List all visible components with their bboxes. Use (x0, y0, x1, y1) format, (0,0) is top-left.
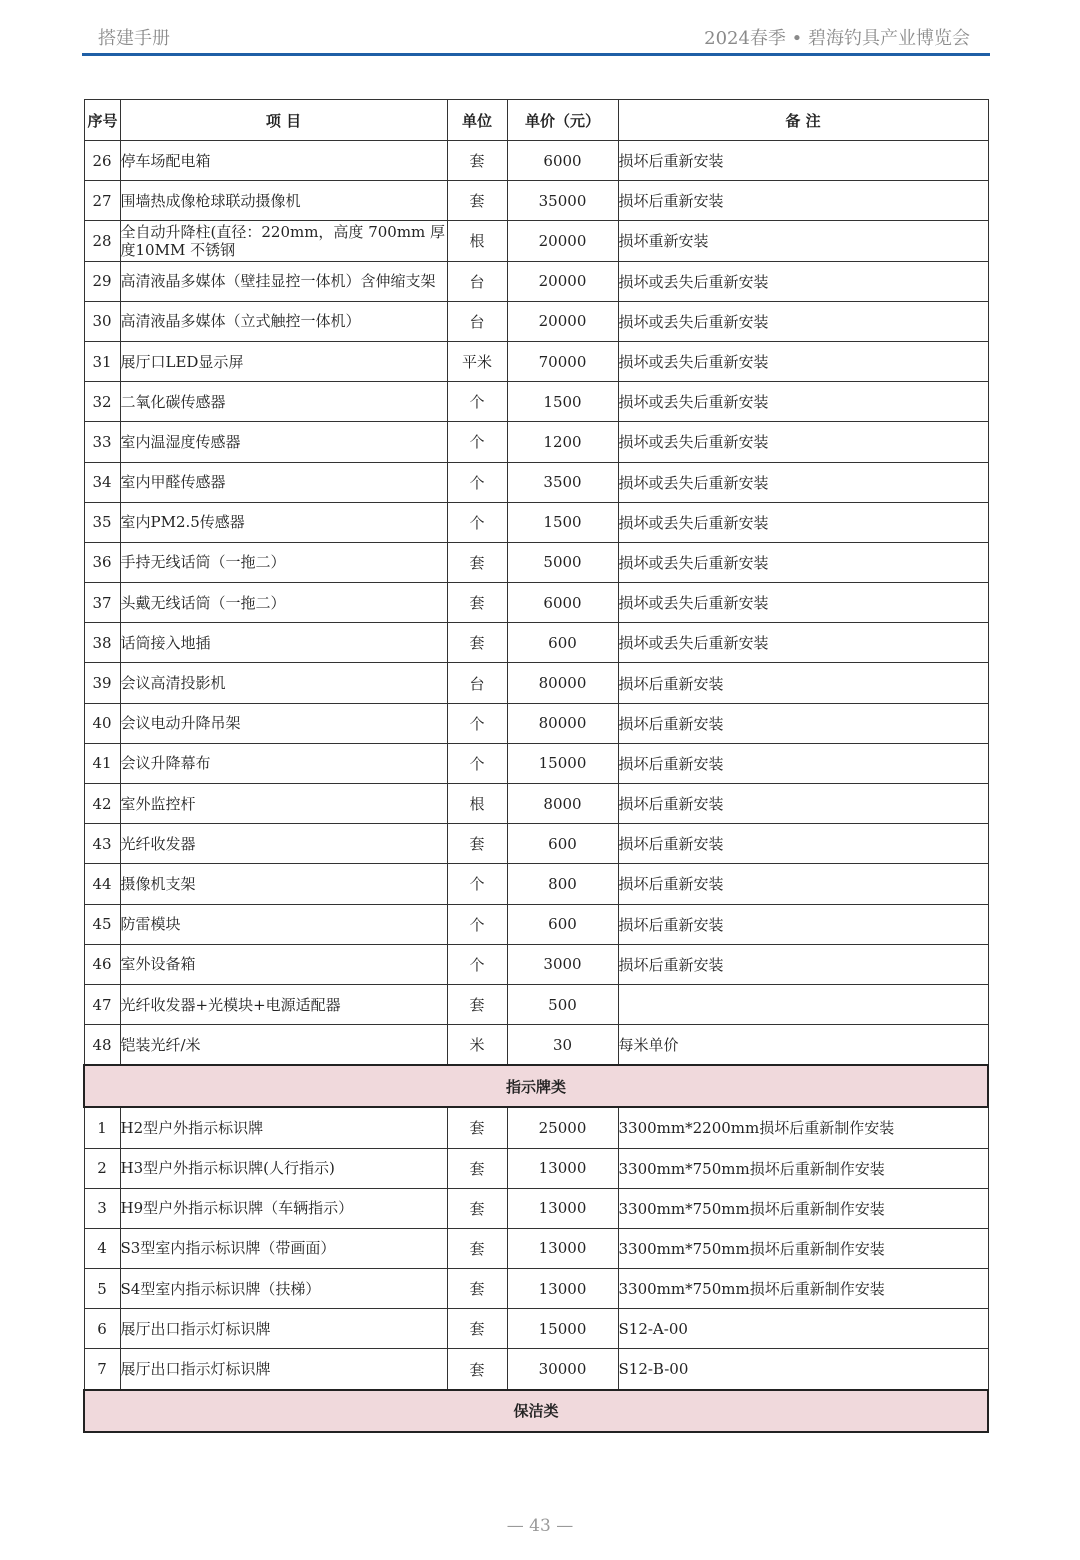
table-row (84, 1107, 988, 1148)
row-item: 高清液晶多媒体（立式触控一体机） (120, 301, 447, 341)
table-row (84, 1025, 988, 1066)
row-unit: 套 (447, 181, 507, 221)
row-index: 1 (84, 1107, 120, 1148)
row-price: 3000 (507, 944, 618, 984)
column-header-price: 单价（元） (507, 100, 618, 141)
row-item: 室外设备箱 (120, 944, 447, 984)
row-index: 45 (84, 904, 120, 944)
table-row (84, 784, 988, 824)
row-note: 损坏后重新安装 (618, 944, 988, 984)
row-index: 38 (84, 623, 120, 663)
page-header (82, 22, 990, 56)
table-row (84, 1309, 988, 1349)
row-item: 手持无线话筒（一拖二） (120, 542, 447, 582)
row-unit: 套 (447, 1188, 507, 1228)
row-item: 全自动升降柱(直径：220mm，高度 700mm 厚度10MM 不锈钢 (120, 221, 447, 261)
table-row (84, 663, 988, 703)
table-row (84, 944, 988, 984)
row-unit: 套 (447, 984, 507, 1024)
section-title-signs: 指示牌类 (84, 1065, 988, 1107)
row-unit: 套 (447, 623, 507, 663)
row-item: 会议电动升降吊架 (120, 703, 447, 743)
row-index: 41 (84, 743, 120, 783)
row-unit: 台 (447, 261, 507, 301)
row-note: 损坏重新安装 (618, 221, 988, 261)
row-index: 6 (84, 1309, 120, 1349)
column-header-index: 序号 (84, 100, 120, 141)
page-number: — 43 — (506, 1516, 574, 1536)
table-row (84, 1148, 988, 1188)
row-item: 围墙热成像枪球联动摄像机 (120, 181, 447, 221)
row-price: 1200 (507, 422, 618, 462)
row-index: 46 (84, 944, 120, 984)
row-note: 3300mm*750mm损坏后重新制作安装 (618, 1188, 988, 1228)
table-row (84, 181, 988, 221)
row-index: 4 (84, 1228, 120, 1268)
row-index: 35 (84, 502, 120, 542)
row-price: 800 (507, 864, 618, 904)
row-note: 损坏或丢失后重新安装 (618, 261, 988, 301)
table-row (84, 1269, 988, 1309)
row-price: 20000 (507, 261, 618, 301)
row-item: H2型户外指示标识牌 (120, 1107, 447, 1148)
row-note: 3300mm*2200mm损坏后重新制作安装 (618, 1107, 988, 1148)
table-row (84, 382, 988, 422)
row-unit: 根 (447, 221, 507, 261)
row-index: 28 (84, 221, 120, 261)
row-item: 展厅出口指示灯标识牌 (120, 1349, 447, 1390)
section-row-signs (84, 1065, 988, 1107)
row-unit: 台 (447, 301, 507, 341)
row-index: 27 (84, 181, 120, 221)
row-index: 44 (84, 864, 120, 904)
row-price: 600 (507, 623, 618, 663)
row-price: 13000 (507, 1269, 618, 1309)
row-index: 3 (84, 1188, 120, 1228)
header-divider (82, 53, 990, 56)
sign-rows (84, 1107, 988, 1389)
row-price: 500 (507, 984, 618, 1024)
row-unit: 个 (447, 743, 507, 783)
row-note: 3300mm*750mm损坏后重新制作安装 (618, 1228, 988, 1268)
row-price: 600 (507, 904, 618, 944)
row-note: 损坏或丢失后重新安装 (618, 341, 988, 381)
row-price: 13000 (507, 1148, 618, 1188)
row-index: 37 (84, 583, 120, 623)
row-index: 39 (84, 663, 120, 703)
table-row (84, 743, 988, 783)
table-row (84, 422, 988, 462)
row-price: 20000 (507, 221, 618, 261)
column-header-unit: 单位 (447, 100, 507, 141)
row-price: 80000 (507, 663, 618, 703)
row-price: 6000 (507, 141, 618, 181)
row-item: 室外监控杆 (120, 784, 447, 824)
row-index: 32 (84, 382, 120, 422)
row-unit: 根 (447, 784, 507, 824)
table-row (84, 221, 988, 261)
row-unit: 个 (447, 422, 507, 462)
row-unit: 个 (447, 502, 507, 542)
row-index: 29 (84, 261, 120, 301)
row-note: 损坏或丢失后重新安装 (618, 623, 988, 663)
row-price: 15000 (507, 1309, 618, 1349)
row-item: 室内温湿度传感器 (120, 422, 447, 462)
row-item: 高清液晶多媒体（壁挂显控一体机）含伸缩支架 (120, 261, 447, 301)
row-unit: 个 (447, 904, 507, 944)
table-row (84, 864, 988, 904)
row-note: 损坏或丢失后重新安装 (618, 462, 988, 502)
row-index: 43 (84, 824, 120, 864)
table-row (84, 1228, 988, 1268)
table-row (84, 1349, 988, 1390)
row-unit: 平米 (447, 341, 507, 381)
row-item: 会议高清投影机 (120, 663, 447, 703)
row-index: 5 (84, 1269, 120, 1309)
row-unit: 套 (447, 583, 507, 623)
row-price: 30000 (507, 1349, 618, 1390)
row-price: 20000 (507, 301, 618, 341)
table-row (84, 502, 988, 542)
row-index: 7 (84, 1349, 120, 1390)
table-row (84, 824, 988, 864)
row-item: 二氧化碳传感器 (120, 382, 447, 422)
row-item: 话筒接入地插 (120, 623, 447, 663)
row-index: 42 (84, 784, 120, 824)
row-index: 26 (84, 141, 120, 181)
row-price: 80000 (507, 703, 618, 743)
table-row (84, 984, 988, 1024)
row-unit: 个 (447, 382, 507, 422)
row-note: 损坏或丢失后重新安装 (618, 422, 988, 462)
table-row (84, 904, 988, 944)
row-index: 40 (84, 703, 120, 743)
row-index: 47 (84, 984, 120, 1024)
row-item: H3型户外指示标识牌(人行指示) (120, 1148, 447, 1188)
row-note: 3300mm*750mm损坏后重新制作安装 (618, 1269, 988, 1309)
row-note: 损坏后重新安装 (618, 141, 988, 181)
row-price: 70000 (507, 341, 618, 381)
row-unit: 个 (447, 864, 507, 904)
row-price: 5000 (507, 542, 618, 582)
row-note: S12-B-00 (618, 1349, 988, 1390)
row-note: 损坏或丢失后重新安装 (618, 502, 988, 542)
row-price: 30 (507, 1025, 618, 1066)
row-note: 损坏后重新安装 (618, 824, 988, 864)
row-item: 展厅出口指示灯标识牌 (120, 1309, 447, 1349)
price-table (83, 99, 989, 1433)
table-row (84, 542, 988, 582)
row-note: S12-A-00 (618, 1309, 988, 1349)
equipment-rows (84, 141, 988, 1066)
row-unit: 米 (447, 1025, 507, 1066)
row-index: 2 (84, 1148, 120, 1188)
row-item: 室内PM2.5传感器 (120, 502, 447, 542)
row-note (618, 984, 988, 1024)
row-unit: 套 (447, 1269, 507, 1309)
row-unit: 套 (447, 542, 507, 582)
row-item: 摄像机支架 (120, 864, 447, 904)
row-note: 损坏或丢失后重新安装 (618, 542, 988, 582)
table-row (84, 623, 988, 663)
row-note: 损坏或丢失后重新安装 (618, 382, 988, 422)
row-price: 6000 (507, 583, 618, 623)
table-header-row (84, 100, 988, 141)
row-note: 损坏或丢失后重新安装 (618, 583, 988, 623)
row-unit: 个 (447, 703, 507, 743)
table-row (84, 141, 988, 181)
row-price: 35000 (507, 181, 618, 221)
row-note: 损坏后重新安装 (618, 663, 988, 703)
table-row (84, 301, 988, 341)
row-unit: 套 (447, 1148, 507, 1188)
row-unit: 套 (447, 1349, 507, 1390)
row-index: 36 (84, 542, 120, 582)
row-unit: 套 (447, 824, 507, 864)
section-title-cleaning: 保洁类 (84, 1390, 988, 1432)
row-price: 1500 (507, 502, 618, 542)
column-header-note: 备 注 (618, 100, 988, 141)
row-item: 光纤收发器+光模块+电源适配器 (120, 984, 447, 1024)
row-item: 光纤收发器 (120, 824, 447, 864)
row-item: 展厅口LED显示屏 (120, 341, 447, 381)
row-item: 防雷模块 (120, 904, 447, 944)
row-price: 13000 (507, 1188, 618, 1228)
row-price: 600 (507, 824, 618, 864)
row-index: 34 (84, 462, 120, 502)
row-item: 室内甲醛传感器 (120, 462, 447, 502)
section-row-cleaning (84, 1390, 988, 1432)
row-note: 3300mm*750mm损坏后重新制作安装 (618, 1148, 988, 1188)
row-unit: 个 (447, 462, 507, 502)
manual-title: 搭建手册 (98, 28, 170, 49)
table-row (84, 261, 988, 301)
table-row (84, 1188, 988, 1228)
row-note: 损坏后重新安装 (618, 864, 988, 904)
row-item: H9型户外指示标识牌（车辆指示） (120, 1188, 447, 1228)
table-row (84, 703, 988, 743)
row-price: 1500 (507, 382, 618, 422)
row-price: 25000 (507, 1107, 618, 1148)
row-price: 15000 (507, 743, 618, 783)
row-note: 损坏后重新安装 (618, 703, 988, 743)
row-item: 停车场配电箱 (120, 141, 447, 181)
event-title: 2024春季 • 碧海钓具产业博览会 (704, 28, 970, 49)
row-item: 会议升降幕布 (120, 743, 447, 783)
row-unit: 套 (447, 1309, 507, 1349)
row-unit: 套 (447, 141, 507, 181)
row-price: 8000 (507, 784, 618, 824)
column-header-item: 项 目 (120, 100, 447, 141)
row-unit: 套 (447, 1107, 507, 1148)
row-note: 损坏后重新安装 (618, 904, 988, 944)
table-row (84, 462, 988, 502)
row-item: S3型室内指示标识牌（带画面） (120, 1228, 447, 1268)
row-note: 损坏或丢失后重新安装 (618, 301, 988, 341)
row-index: 30 (84, 301, 120, 341)
row-price: 13000 (507, 1228, 618, 1268)
row-index: 48 (84, 1025, 120, 1066)
row-note: 损坏后重新安装 (618, 784, 988, 824)
row-price: 3500 (507, 462, 618, 502)
row-unit: 个 (447, 944, 507, 984)
row-item: S4型室内指示标识牌（扶梯） (120, 1269, 447, 1309)
table-row (84, 341, 988, 381)
row-note: 每米单价 (618, 1025, 988, 1066)
row-item: 铠装光纤/米 (120, 1025, 447, 1066)
table-row (84, 583, 988, 623)
row-index: 33 (84, 422, 120, 462)
row-index: 31 (84, 341, 120, 381)
row-note: 损坏后重新安装 (618, 181, 988, 221)
row-unit: 台 (447, 663, 507, 703)
row-item: 头戴无线话筒（一拖二） (120, 583, 447, 623)
row-note: 损坏后重新安装 (618, 743, 988, 783)
row-unit: 套 (447, 1228, 507, 1268)
